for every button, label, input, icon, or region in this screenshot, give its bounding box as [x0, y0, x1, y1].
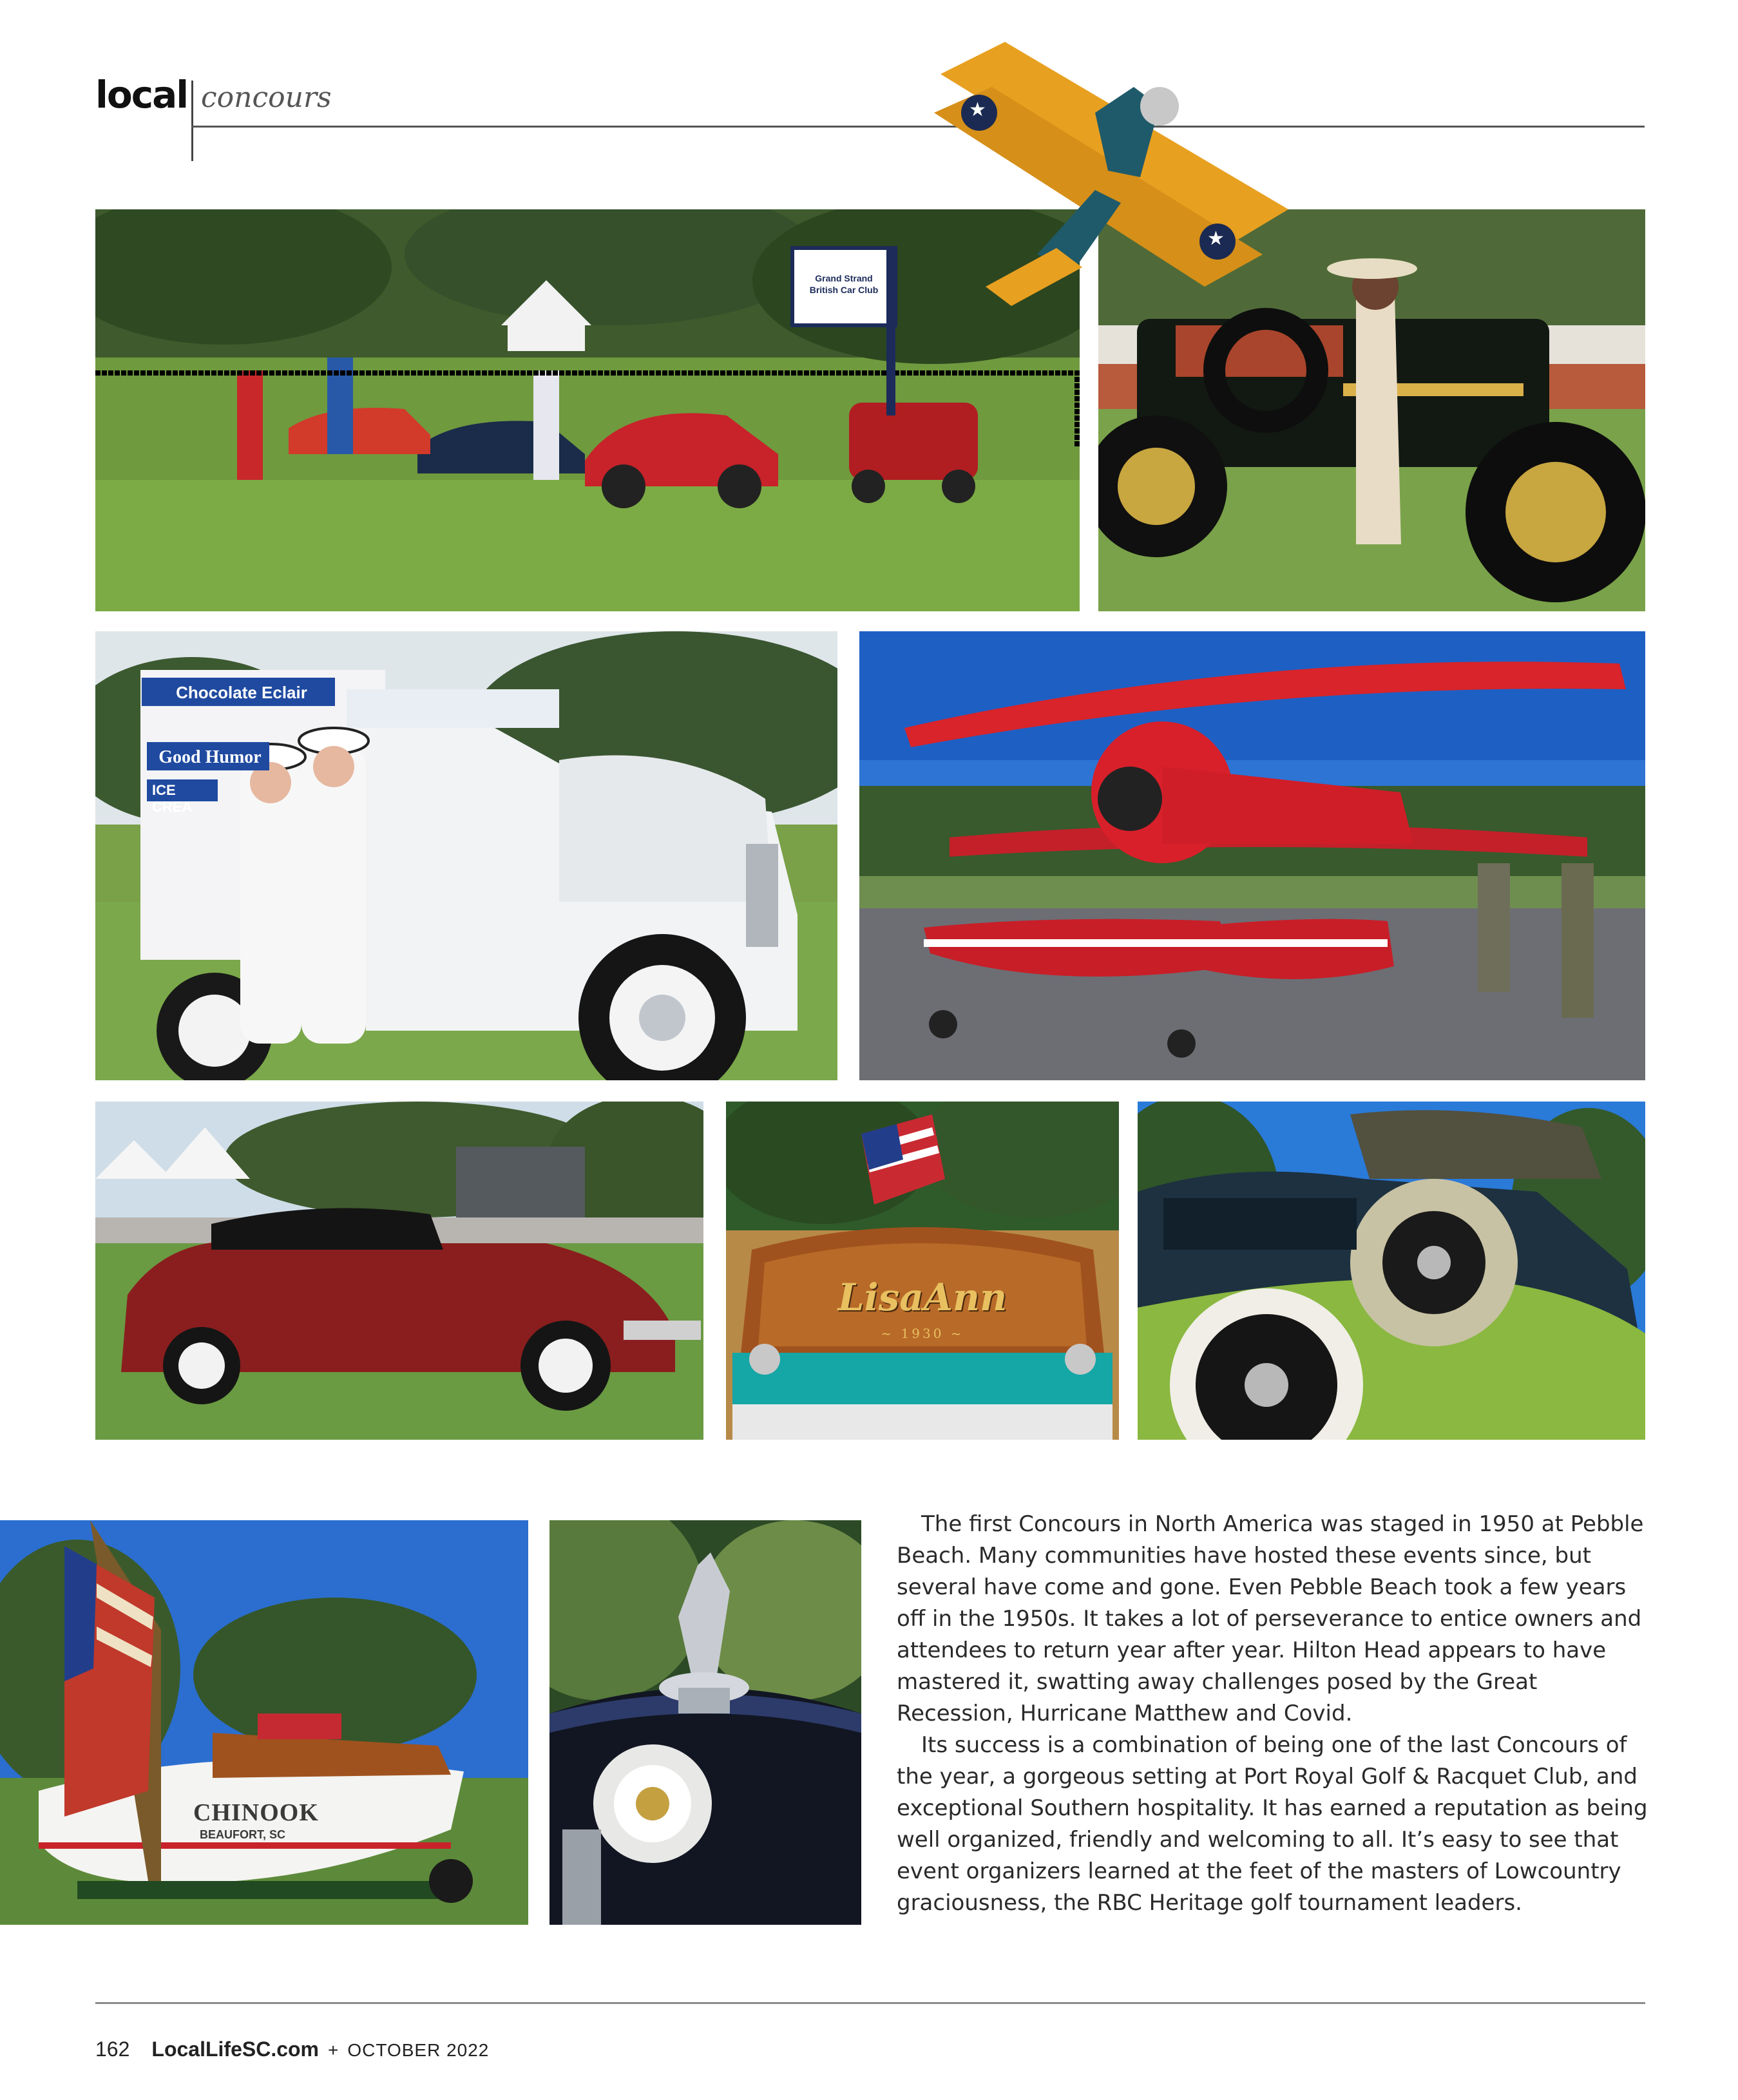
- section-label: local: [95, 73, 188, 117]
- issue-date: OCTOBER 2022: [347, 2040, 490, 2060]
- sign-line-2: British Car Club: [809, 285, 879, 295]
- airplane-cutout: [928, 35, 1301, 332]
- star-insignia-icon: ★: [969, 99, 986, 121]
- section-header: [95, 73, 188, 117]
- header-rule: [191, 126, 1645, 128]
- truck-sign-1: Chocolate Eclair: [176, 683, 307, 702]
- photo-ice-cream-truck: [95, 631, 837, 1080]
- article-body: [897, 1509, 1650, 1919]
- footer-rule: [95, 2002, 1645, 2004]
- page-footer: [95, 2038, 489, 2061]
- truck-sign-3: ICE CREA: [152, 782, 193, 815]
- photo-lisa-ann-boat: [726, 1102, 1119, 1440]
- star-insignia-icon-2: ★: [1207, 227, 1225, 250]
- article-paragraph-2: Its success is a combination of being one of the last Concours of the year, a gorgeous setting at Port Royal Golf & Racquet Club, and exceptional Southern hospitality. It has earned a reputation as being well organized, friendly and welcoming to all. It’s easy to see that event organizers learned at the feet of the masters of Lowcountry graciousness, the RBC Heritage golf tournament leaders.: [897, 1732, 1648, 1916]
- boat-name: LisaAnn: [837, 1275, 1007, 1319]
- header-divider: [191, 81, 193, 161]
- photo-chinook-boat: [0, 1520, 528, 1925]
- page-number: 162: [95, 2038, 130, 2061]
- boat-year: ~ 1930 ~: [881, 1326, 964, 1341]
- chinook-home: BEAUFORT, SC: [200, 1828, 286, 1841]
- truck-sign-2: Good Humor: [158, 747, 262, 767]
- photo-green-roadster: [1138, 1102, 1645, 1440]
- article-paragraph-1: The first Concours in North America was staged in 1950 at Pebble Beach. Many communities have hosted these events since, but several have come and gone. Even Pebble Beach took a few years off in the 1950s. It takes a lot of perseverance to entice owners and attendees to return year after year. Hilton Head appears to have mastered it, swatting away challenges posed by the Great Recession, Hurricane Matthew and Covid.: [897, 1511, 1644, 1726]
- footer-separator: +: [328, 2040, 339, 2060]
- photo-red-seaplane: [859, 631, 1645, 1080]
- site-url[interactable]: LocalLifeSC.com: [151, 2038, 319, 2061]
- sign-line-1: Grand Strand: [815, 273, 873, 283]
- chinook-name: CHINOOK: [193, 1799, 319, 1826]
- photo-hood-ornament: [549, 1520, 861, 1925]
- photo-maroon-convertible: [95, 1102, 703, 1440]
- subsection-label: concours: [201, 81, 332, 114]
